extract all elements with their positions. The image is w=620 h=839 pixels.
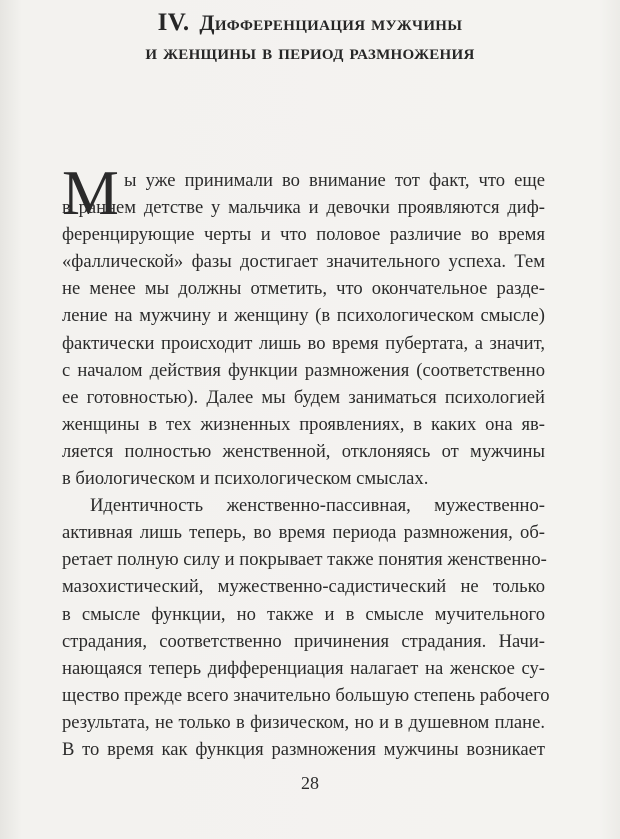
text-line: фактически происходит лишь во время пубертата, а значит,: [62, 332, 545, 354]
text-line: ференцирующие черты и что половое различие во время: [62, 224, 545, 246]
drop-cap: М: [62, 157, 119, 228]
text-line: женщины в тех жизненных проявлениях, в каких она яв-: [62, 413, 545, 435]
text-line: в биологическом и психологическом смыслах.: [62, 468, 429, 490]
chapter-heading-line-1: [0, 8, 620, 37]
text-line: в смысле функции, но также и в смысле мучительного: [62, 603, 545, 625]
text-line: не менее мы должны отметить, что окончательное разде-: [62, 278, 545, 300]
text-line: активная лишь теперь, во время периода размножения, об-: [62, 522, 545, 544]
text-line: с началом действия функции размножения (соответственно: [62, 359, 545, 381]
chapter-heading: [0, 8, 620, 66]
text-line: в раннем детстве у мальчика и девочки проявляются диф-: [62, 197, 545, 219]
text-line: ы уже принимали во внимание тот факт, что еще: [124, 170, 545, 191]
body-text: [62, 157, 550, 763]
text-line: ретает полную силу и покрывает также понятия женственно-: [62, 549, 547, 571]
text-line: ляется полностью женственной, отклоняясь от мужчины: [62, 440, 545, 462]
text-line: «фаллической» фазы достигает значительного успеха. Тем: [62, 251, 545, 273]
text-line: ление на мужчину и женщину (в психологическом смысле): [62, 305, 545, 327]
text-line: страдания, соответственно причинения страдания. Начи-: [62, 630, 545, 652]
page-number: 28: [301, 773, 319, 793]
text-line: Идентичность женственно-пассивная, мужественно-: [90, 495, 545, 517]
chapter-numeral: IV.: [157, 9, 190, 36]
text-line: мазохистический, мужественно-садистический не только: [62, 576, 545, 598]
text-line: В то время как функция размножения мужчины возникает: [62, 738, 545, 760]
text-line: щество прежде всего значительно большую степень рабочего: [62, 684, 550, 706]
chapter-heading-line-2: и женщины в период размножения: [145, 39, 475, 64]
text-line: результата, не только в физическом, но и в душевном плане.: [62, 711, 545, 733]
text-line: нающаяся теперь дифференциация налагает на женское су-: [62, 657, 545, 679]
text-line: ее готовностью). Далее мы будем заниматься психологией: [62, 386, 545, 408]
chapter-title-part-1: Дифференциация мужчины: [199, 10, 463, 35]
